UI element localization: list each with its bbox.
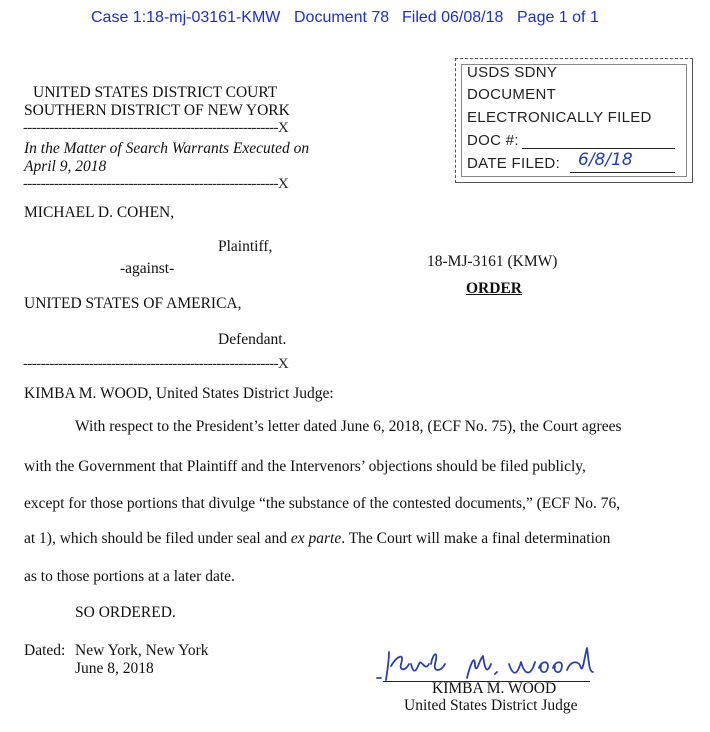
order-body-line3: except for those portions that divulge “the substance of the contested documents,” (ECF No. 76, [24,495,621,512]
signer-name: KIMBA M. WOOD [432,680,557,697]
court-name-line1: UNITED STATES DISTRICT COURT [33,84,278,101]
dated-date: June 8, 2018 [75,660,154,677]
matter-line1: In the Matter of Search Warrants Executed on [24,140,310,157]
order-body-line5: as to those portions at a later date. [24,568,235,585]
stamp-date-handwritten: 6/8/18 [578,150,633,170]
plaintiff-name: MICHAEL D. COHEN, [24,204,175,221]
order-body-line2: with the Government that Plaintiff and the Intervenors’ objections should be filed publicly, [24,458,586,475]
caption-divider-mid: ----------------------------------------------------------X [23,176,289,192]
case-number: Case 1:18-mj-03161-KMW [91,9,281,26]
dated-label: Dated: [24,642,66,659]
stamp-line-efiled: ELECTRONICALLY FILED [467,109,652,126]
matter-line2: April 9, 2018 [24,158,107,175]
filed-date: Filed 06/08/18 [402,9,504,26]
caption-divider-bottom: ----------------------------------------------------------X [23,356,289,372]
so-ordered: SO ORDERED. [75,604,176,621]
plaintiff-role: Plaintiff, [218,238,273,255]
signer-title: United States District Judge [404,697,578,714]
dated-place: New York, New York [75,642,209,659]
order-title: ORDER [466,280,522,297]
ex-parte-term: ex parte [290,530,342,547]
stamp-line-doc: DOC #: [467,132,519,149]
stamp-line-datefiled: DATE FILED: [467,155,561,172]
order-body-line4-a: at 1), which should be filed under seal and [24,530,291,547]
stamp-date-underline [570,172,675,173]
stamp-doc-underline [522,148,675,149]
caption-divider-top: ----------------------------------------------------------X [23,120,289,136]
docket-number: 18-MJ-3161 (KMW) [427,253,558,270]
defendant-role: Defendant. [218,331,287,348]
page-count: Page 1 of 1 [517,9,599,26]
judge-intro: KIMBA M. WOOD, United States District Judge: [24,385,334,402]
order-body-line4 [24,530,610,548]
defendant-name: UNITED STATES OF AMERICA, [24,295,242,312]
stamp-line-document: DOCUMENT [467,86,557,103]
against-label: -against- [120,260,175,277]
order-body-line4-c: . The Court will make a final determination [341,530,611,547]
court-name-line2: SOUTHERN DISTRICT OF NEW YORK [24,102,290,119]
stamp-line-usds: USDS SDNY [467,64,558,81]
document-number: Document 78 [294,9,390,26]
order-body-line1: With respect to the President’s letter dated June 6, 2018, (ECF No. 75), the Court agrees [75,418,622,435]
